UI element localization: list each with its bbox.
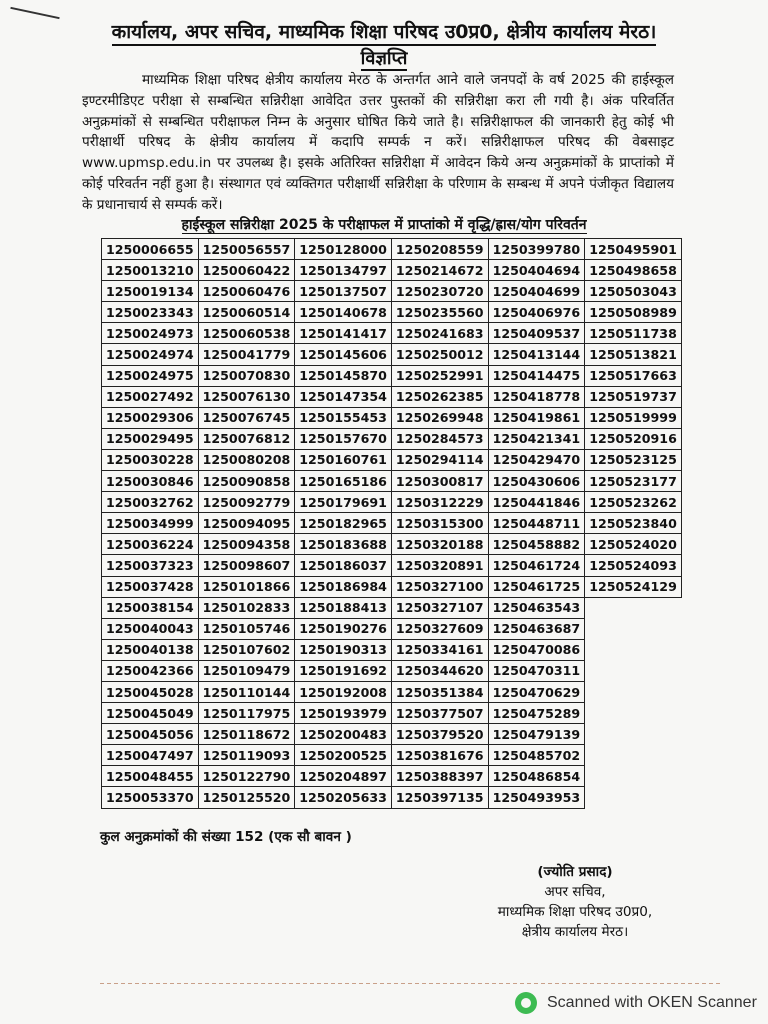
roll-number-cell: 1250208559 [391,239,488,260]
table-row [102,407,682,428]
roll-number-cell: 1250404694 [488,260,585,281]
roll-number-cell: 1250461725 [488,576,585,597]
table-row [102,597,682,618]
table-row [102,513,682,534]
roll-number-cell: 1250030228 [102,449,199,470]
roll-number-cell: 1250141417 [295,323,392,344]
roll-number-cell: 1250262385 [391,386,488,407]
table-row [102,681,682,702]
roll-number-cell: 1250188413 [295,597,392,618]
roll-number-cell: 1250300817 [391,471,488,492]
notice-paragraph-text: माध्यमिक शिक्षा परिषद क्षेत्रीय कार्यालय मेरठ के अन्तर्गत आने वाले जनपदों के वर्ष 2025 की हाईस्कूल इण्टरमीडिएट परीक्षा से सम्बन्धित सन्निरीक्षा आवेदित उत्तर पुस्तकों की सन्निरीक्षा करा ली गयी है। अंक परिवर्तित अनुक्रमांकों से सम्बन्धित परीक्षाफल निम्न के अनुसार घोषित किये जाते है। सन्निरीक्षाफल की जानकारी हेतु कोई भी परीक्षार्थी परिषद के क्षेत्रीय कार्यालय में कदापि सम्पर्क न करें। सन्निरीक्षाफल परिषद की वेबसाइट www.upmsp.edu.in पर उपलब्ध है। इसके अतिरिक्त सन्निरीक्षा में आवेदन किये अन्य अनुक्रमांकों के प्राप्तांको में कोई परिवर्तन नहीं हुआ है। संस्थागत एवं व्यक्तिगत परीक्षार्थी सन्निरीक्षा के परिणाम के सम्बन्ध में अपने पंजीकृत विद्यालय के प्रधानाचार्य से सम्पर्क करें। [82,72,674,213]
roll-number-cell: 1250186037 [295,555,392,576]
roll-number-cell: 1250463687 [488,618,585,639]
roll-number-cell: 1250429470 [488,449,585,470]
table-row [102,365,682,386]
roll-number-cell: 1250524129 [585,576,682,597]
signature-block [470,862,680,942]
roll-number-cell: 1250414475 [488,365,585,386]
roll-number-cell: 1250419861 [488,407,585,428]
roll-number-cell: 1250036224 [102,534,199,555]
roll-number-cell: 1250519999 [585,407,682,428]
roll-number-cell: 1250076745 [198,407,295,428]
roll-number-cell: 1250040138 [102,639,199,660]
roll-number-cell: 1250034999 [102,513,199,534]
empty-cell [585,745,682,766]
roll-number-cell: 1250320891 [391,555,488,576]
roll-number-cell: 1250102833 [198,597,295,618]
roll-number-cell: 1250448711 [488,513,585,534]
roll-number-cell: 1250182965 [295,513,392,534]
roll-number-cell: 1250019134 [102,281,199,302]
roll-number-cell: 1250041779 [198,344,295,365]
table-row [102,492,682,513]
roll-number-cell: 1250334161 [391,639,488,660]
roll-number-cell: 1250463543 [488,597,585,618]
roll-number-cell: 1250110144 [198,681,295,702]
roll-number-cell: 1250060476 [198,281,295,302]
signatory-office: माध्यमिक शिक्षा परिषद उ0प्र0, [497,904,653,920]
office-title [0,18,768,44]
roll-number-cell: 1250147354 [295,386,392,407]
roll-number-cell: 1250053370 [102,787,199,808]
roll-number-cell: 1250523177 [585,471,682,492]
table-row [102,449,682,470]
roll-number-cell: 1250094095 [198,513,295,534]
signatory-region: क्षेत्रीय कार्यालय मेरठ। [521,924,629,940]
roll-number-cell: 1250294114 [391,449,488,470]
bottom-border [100,983,720,984]
roll-number-cell: 1250519737 [585,386,682,407]
roll-number-cell: 1250524020 [585,534,682,555]
empty-cell [585,681,682,702]
scanner-watermark-text: Scanned with OKEN Scanner [547,994,757,1011]
signatory-name: (ज्योति प्रसाद) [537,864,613,880]
roll-number-cell: 1250503043 [585,281,682,302]
roll-number-cell: 1250060538 [198,323,295,344]
roll-number-cell: 1250498658 [585,260,682,281]
scanner-logo-icon [515,992,537,1014]
roll-number-cell: 1250117975 [198,703,295,724]
roll-number-cell: 1250119093 [198,745,295,766]
roll-number-cell: 1250023343 [102,302,199,323]
table-row [102,386,682,407]
roll-number-table [101,238,682,809]
roll-number-cell: 1250140678 [295,302,392,323]
roll-number-cell: 1250080208 [198,449,295,470]
roll-number-cell: 1250193979 [295,703,392,724]
roll-number-cell: 1250183688 [295,534,392,555]
signatory-designation: अपर सचिव, [544,884,606,900]
empty-cell [585,766,682,787]
roll-number-cell: 1250192008 [295,681,392,702]
roll-number-cell: 1250029306 [102,407,199,428]
empty-cell [585,639,682,660]
roll-number-cell: 1250241683 [391,323,488,344]
table-row [102,555,682,576]
roll-number-cell: 1250284573 [391,428,488,449]
roll-number-cell: 1250421341 [488,428,585,449]
table-row [102,302,682,323]
roll-number-cell: 1250523840 [585,513,682,534]
roll-number-cell: 1250200483 [295,724,392,745]
roll-number-cell: 1250145606 [295,344,392,365]
roll-number-cell: 1250032762 [102,492,199,513]
roll-number-cell: 1250214672 [391,260,488,281]
roll-number-cell: 1250137507 [295,281,392,302]
table-row [102,639,682,660]
roll-number-cell: 1250252991 [391,365,488,386]
roll-number-cell: 1250397135 [391,787,488,808]
roll-number-cell: 1250190276 [295,618,392,639]
table-row [102,471,682,492]
roll-number-cell: 1250470086 [488,639,585,660]
roll-number-cell: 1250105746 [198,618,295,639]
roll-number-cell: 1250042366 [102,660,199,681]
roll-number-cell: 1250107602 [198,639,295,660]
table-row [102,260,682,281]
table-row [102,660,682,681]
empty-cell [585,787,682,808]
roll-number-cell: 1250205633 [295,787,392,808]
roll-number-cell: 1250327100 [391,576,488,597]
roll-number-cell: 1250070830 [198,365,295,386]
roll-number-cell: 1250037323 [102,555,199,576]
table-row [102,724,682,745]
roll-number-cell: 1250461724 [488,555,585,576]
roll-number-cell: 1250024973 [102,323,199,344]
roll-number-cell: 1250157670 [295,428,392,449]
roll-number-cell: 1250047497 [102,745,199,766]
roll-number-cell: 1250190313 [295,639,392,660]
roll-number-cell: 1250269948 [391,407,488,428]
roll-number-cell: 1250388397 [391,766,488,787]
table-title-text: हाईस्कूल सन्निरीक्षा 2025 के परीक्षाफल में प्राप्तांको में वृद्धि/ह्रास/योग परिवर्तन [181,217,587,233]
table-row [102,281,682,302]
table-row [102,323,682,344]
roll-number-cell: 1250470311 [488,660,585,681]
roll-number-cell: 1250508989 [585,302,682,323]
roll-number-cell: 1250327107 [391,597,488,618]
roll-number-cell: 1250160761 [295,449,392,470]
roll-number-cell: 1250122790 [198,766,295,787]
roll-number-cell: 1250125520 [198,787,295,808]
roll-number-cell: 1250155453 [295,407,392,428]
roll-number-cell: 1250040043 [102,618,199,639]
roll-number-cell: 1250315300 [391,513,488,534]
roll-number-cell: 1250045049 [102,703,199,724]
roll-number-cell: 1250013210 [102,260,199,281]
roll-number-cell: 1250204897 [295,766,392,787]
roll-number-cell: 1250485702 [488,745,585,766]
roll-number-cell: 1250409537 [488,323,585,344]
roll-number-cell: 1250517663 [585,365,682,386]
roll-number-cell: 1250076812 [198,428,295,449]
roll-number-cell: 1250413144 [488,344,585,365]
roll-number-cell: 1250379520 [391,724,488,745]
notice-paragraph [82,70,674,216]
roll-number-cell: 1250060422 [198,260,295,281]
roll-number-cell: 1250479139 [488,724,585,745]
table-row [102,576,682,597]
roll-number-cell: 1250092779 [198,492,295,513]
roll-number-cell: 1250230720 [391,281,488,302]
table-row [102,703,682,724]
roll-number-cell: 1250430606 [488,471,585,492]
roll-number-cell: 1250056557 [198,239,295,260]
roll-number-cell: 1250513821 [585,344,682,365]
table-title [0,215,768,234]
table-row [102,618,682,639]
roll-number-cell: 1250235560 [391,302,488,323]
roll-number-cell: 1250250012 [391,344,488,365]
roll-number-cell: 1250381676 [391,745,488,766]
roll-number-cell: 1250470629 [488,681,585,702]
roll-number-cell: 1250165186 [295,471,392,492]
roll-number-cell: 1250024975 [102,365,199,386]
roll-number-cell: 1250134797 [295,260,392,281]
roll-number-cell: 1250045056 [102,724,199,745]
scanner-watermark [515,992,757,1014]
roll-number-cell: 1250045028 [102,681,199,702]
roll-number-cell: 1250511738 [585,323,682,344]
roll-number-cell: 1250006655 [102,239,199,260]
empty-cell [585,660,682,681]
roll-number-cell: 1250024974 [102,344,199,365]
roll-number-cell: 1250128000 [295,239,392,260]
roll-number-cell: 1250179691 [295,492,392,513]
notice-heading [0,46,768,70]
office-title-text: कार्यालय, अपर सचिव, माध्यमिक शिक्षा परिषद उ0प्र0, क्षेत्रीय कार्यालय मेरठ। [112,21,657,46]
table-row [102,745,682,766]
table-row [102,428,682,449]
roll-number-cell: 1250200525 [295,745,392,766]
roll-number-cell: 1250186984 [295,576,392,597]
roll-number-cell: 1250094358 [198,534,295,555]
roll-number-cell: 1250406976 [488,302,585,323]
roll-number-cell: 1250493953 [488,787,585,808]
empty-cell [585,703,682,724]
roll-number-cell: 1250475289 [488,703,585,724]
roll-number-cell: 1250076130 [198,386,295,407]
roll-number-cell: 1250101866 [198,576,295,597]
roll-number-cell: 1250495901 [585,239,682,260]
roll-number-cell: 1250523262 [585,492,682,513]
roll-number-cell: 1250029495 [102,428,199,449]
roll-number-cell: 1250399780 [488,239,585,260]
roll-number-cell: 1250418778 [488,386,585,407]
roll-number-cell: 1250118672 [198,724,295,745]
roll-number-cell: 1250027492 [102,386,199,407]
roll-number-cell: 1250377507 [391,703,488,724]
roll-number-cell: 1250312229 [391,492,488,513]
roll-number-cell: 1250048455 [102,766,199,787]
roll-number-cell: 1250037428 [102,576,199,597]
empty-cell [585,618,682,639]
roll-number-cell: 1250404699 [488,281,585,302]
roll-number-cell: 1250441846 [488,492,585,513]
roll-number-cell: 1250060514 [198,302,295,323]
empty-cell [585,597,682,618]
table-row [102,787,682,808]
roll-number-cell: 1250327609 [391,618,488,639]
roll-number-cell: 1250520916 [585,428,682,449]
notice-heading-text: विज्ञप्ति [360,48,408,69]
roll-number-cell: 1250090858 [198,471,295,492]
roll-number-cell: 1250458882 [488,534,585,555]
total-count: कुल अनुक्रमांकों की संख्या 152 (एक सौ बावन ) [100,829,352,845]
empty-cell [585,724,682,745]
roll-number-cell: 1250191692 [295,660,392,681]
roll-number-cell: 1250038154 [102,597,199,618]
roll-number-cell: 1250098607 [198,555,295,576]
table-row [102,344,682,365]
roll-number-cell: 1250109479 [198,660,295,681]
roll-number-cell: 1250145870 [295,365,392,386]
roll-number-cell: 1250320188 [391,534,488,555]
table-row [102,766,682,787]
table-row [102,534,682,555]
table-row [102,239,682,260]
roll-number-cell: 1250030846 [102,471,199,492]
roll-number-cell: 1250524093 [585,555,682,576]
roll-number-cell: 1250486854 [488,766,585,787]
roll-number-cell: 1250351384 [391,681,488,702]
roll-number-cell: 1250344620 [391,660,488,681]
roll-number-cell: 1250523125 [585,449,682,470]
